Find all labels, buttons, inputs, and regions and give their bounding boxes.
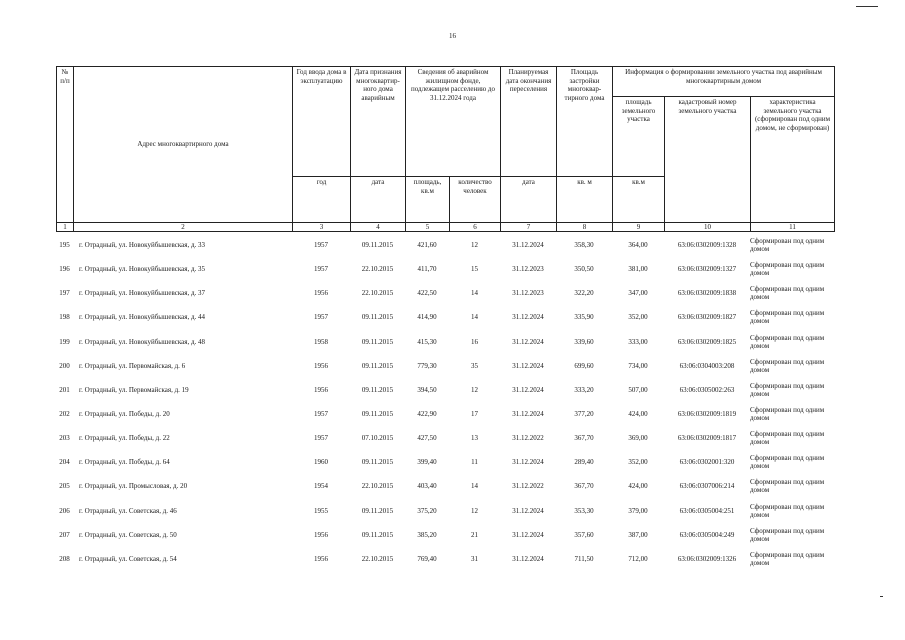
row-number: 205 [59,482,70,491]
row-land-area: 424,00 [628,482,648,491]
row-date: 09.11.2015 [361,241,394,250]
row-build-area: 367,70 [574,482,594,491]
row-cadastral: 63:06:0304003:208 [679,361,735,370]
unit-date-plan: дата [501,177,557,223]
row-address: г. Отрадный, ул. Новокуйбышевская, д. 35 [79,265,206,274]
row-build-area: 357,60 [574,530,594,539]
row-number: 195 [59,241,70,250]
row-date: 09.11.2015 [361,530,394,539]
row-land-area: 387,00 [628,530,648,539]
row-year: 1956 [314,385,328,394]
row-status: Сформирован под одним домом [750,261,825,278]
header-address: Адрес многоквартирного дома [74,67,293,223]
col-number: 3 [293,223,351,232]
col-number: 9 [613,223,665,232]
header-land-info: Информация о формировании земельного участка под аварийным многоквартирным домом [613,67,835,97]
row-area: 427,50 [417,434,437,443]
row-cadastral: 63:06:0305004:249 [679,530,735,539]
header-num: № п/п [57,67,74,223]
row-plan-date: 31.12.2024 [512,313,544,322]
table-row [56,426,834,450]
header-land-area: площадь земельного участка [613,97,665,177]
row-status: Сформирован под одним домом [750,309,825,326]
row-year: 1956 [314,361,328,370]
row-area: 399,40 [417,458,437,467]
row-address: г. Отрадный, ул. Советская, д. 50 [79,530,177,539]
row-number: 199 [59,337,70,346]
row-land-area: 507,00 [628,385,648,394]
row-address: г. Отрадный, ул. Победы, д. 20 [79,410,170,419]
row-land-area: 352,00 [628,458,648,467]
row-build-area: 353,30 [574,506,594,515]
row-status: Сформирован под одним домом [750,478,825,495]
row-date: 09.11.2015 [361,337,394,346]
row-address: г. Отрадный, ул. Первомайская, д. 6 [79,361,186,370]
row-year: 1954 [314,482,328,491]
row-people: 21 [471,530,478,539]
header-area-building: Площадь застройки многоквар-тирного дома [557,67,613,177]
row-plan-date: 31.12.2024 [512,530,544,539]
table-row [56,547,834,571]
row-people: 15 [471,265,478,274]
header-land-char: характеристика земельного участка (сформирован под одним домом, не сформирован) [751,97,835,223]
row-cadastral: 63:06:0302009:1328 [677,241,737,250]
row-plan-date: 31.12.2024 [512,506,544,515]
table-row [56,354,834,378]
row-land-area: 712,00 [628,554,648,563]
unit-date: дата [351,177,406,223]
header-fund-info: Сведения об аварийном жилищном фонде, подлежащем расселению до 31.12.2024 года [406,67,501,177]
row-status: Сформирован под одним домом [750,406,825,423]
row-area: 779,30 [417,361,437,370]
row-plan-date: 31.12.2023 [512,289,544,298]
row-plan-date: 31.12.2024 [512,554,544,563]
col-number: 7 [501,223,557,232]
row-address: г. Отрадный, ул. Советская, д. 46 [79,506,177,515]
row-address: г. Отрадный, ул. Первомайская, д. 19 [79,385,189,394]
row-area: 375,20 [417,506,437,515]
row-build-area: 367,70 [574,434,594,443]
row-date: 22.10.2015 [361,554,394,563]
row-status: Сформирован под одним домом [750,502,825,519]
row-area: 411,70 [417,265,437,274]
row-land-area: 347,00 [628,289,648,298]
row-people: 31 [471,554,478,563]
row-area: 415,30 [417,337,437,346]
row-build-area: 333,20 [574,385,594,394]
unit-sqm: кв. м [557,177,613,223]
row-date: 22.10.2015 [361,265,394,274]
row-year: 1956 [314,289,328,298]
row-status: Сформирован под одним домом [750,285,825,302]
row-land-area: 369,00 [628,434,648,443]
row-plan-date: 31.12.2024 [512,385,544,394]
header-year-built: Год ввода дома в эксплуатацию [293,67,351,177]
row-number: 207 [59,530,70,539]
row-area: 421,60 [417,241,437,250]
row-number: 201 [59,385,70,394]
header-planned-date: Планируемая дата окончания переселения [501,67,557,177]
row-cadastral: 63:06:0302009:1827 [677,313,737,322]
row-build-area: 699,60 [574,361,594,370]
row-plan-date: 31.12.2024 [512,458,544,467]
row-cadastral: 63:06:0302009:1819 [677,410,737,419]
table-row [56,257,834,281]
row-year: 1957 [314,241,328,250]
table-row [56,378,834,402]
table-row [56,330,834,354]
row-people: 13 [471,434,478,443]
row-build-area: 377,20 [574,410,594,419]
row-address: г. Отрадный, ул. Новокуйбышевская, д. 48 [79,337,206,346]
row-cadastral: 63:06:0305002:263 [679,385,735,394]
row-status: Сформирован под одним домом [750,430,825,447]
row-status: Сформирован под одним домом [750,333,825,350]
row-land-area: 352,00 [628,313,648,322]
scan-mark [880,596,883,597]
table-row [56,233,834,257]
row-area: 414,90 [417,313,437,322]
row-date: 09.11.2015 [361,458,394,467]
row-cadastral: 63:06:0302009:1326 [677,554,737,563]
row-build-area: 289,40 [574,458,594,467]
row-land-area: 333,00 [628,337,648,346]
row-address: г. Отрадный, ул. Советская, д. 54 [79,554,177,563]
table-row [56,450,834,474]
header-date-emergency: Дата признания многоквартир-ного дома аварийным [351,67,406,177]
unit-area: площадь, кв.м [406,177,450,223]
row-land-area: 364,00 [628,241,648,250]
col-number: 4 [351,223,406,232]
unit-people: количество человек [450,177,501,223]
row-number: 208 [59,554,70,563]
row-people: 35 [471,361,478,370]
table-row [56,499,834,523]
row-people: 12 [471,241,478,250]
row-year: 1956 [314,530,328,539]
row-number: 206 [59,506,70,515]
row-address: г. Отрадный, ул. Новокуйбышевская, д. 33 [79,241,206,250]
row-area: 403,40 [417,482,437,491]
row-address: г. Отрадный, ул. Победы, д. 64 [79,458,170,467]
table-row [56,474,834,498]
row-number: 203 [59,434,70,443]
row-address: г. Отрадный, ул. Промысловая, д. 20 [79,482,188,491]
row-date: 09.11.2015 [361,385,394,394]
row-people: 12 [471,385,478,394]
row-land-area: 379,00 [628,506,648,515]
table-row [56,305,834,329]
row-build-area: 322,20 [574,289,594,298]
row-number: 204 [59,458,70,467]
row-year: 1955 [314,506,328,515]
row-cadastral: 63:06:0302009:1327 [677,265,737,274]
row-plan-date: 31.12.2022 [512,434,544,443]
row-people: 16 [471,337,478,346]
row-number: 197 [59,289,70,298]
row-year: 1957 [314,410,328,419]
row-year: 1958 [314,337,328,346]
row-address: г. Отрадный, ул. Новокуйбышевская, д. 44 [79,313,206,322]
row-status: Сформирован под одним домом [750,237,825,254]
row-date: 09.11.2015 [361,313,394,322]
row-cadastral: 63:06:0302001:320 [679,458,735,467]
row-address: г. Отрадный, ул. Новокуйбышевская, д. 37 [79,289,206,298]
row-status: Сформирован под одним домом [750,357,825,374]
data-table [56,233,834,571]
row-area: 394,50 [417,385,437,394]
table-header [56,66,835,232]
unit-sqm-land: кв.м [613,177,665,223]
page-number: 16 [449,32,456,40]
row-build-area: 335,90 [574,313,594,322]
row-area: 422,50 [417,289,437,298]
col-number: 6 [450,223,501,232]
table-row [56,523,834,547]
row-cadastral: 63:06:0305004:251 [679,506,735,515]
row-status: Сформирован под одним домом [750,381,825,398]
col-number: 10 [665,223,751,232]
row-plan-date: 31.12.2024 [512,361,544,370]
col-number: 2 [74,223,293,232]
row-year: 1957 [314,313,328,322]
row-year: 1957 [314,434,328,443]
row-build-area: 339,60 [574,337,594,346]
col-number: 11 [751,223,835,232]
col-number: 5 [406,223,450,232]
row-year: 1956 [314,554,328,563]
row-cadastral: 63:06:0302009:1825 [677,337,737,346]
row-people: 17 [471,410,478,419]
col-number: 1 [57,223,74,232]
row-cadastral: 63:06:0307006:214 [679,482,735,491]
row-plan-date: 31.12.2024 [512,337,544,346]
unit-year: год [293,177,351,223]
row-address: г. Отрадный, ул. Победы, д. 22 [79,434,170,443]
row-cadastral: 63:06:0302009:1817 [677,434,737,443]
row-number: 196 [59,265,70,274]
row-number: 198 [59,313,70,322]
row-land-area: 381,00 [628,265,648,274]
row-status: Сформирован под одним домом [750,550,825,567]
row-people: 11 [471,458,478,467]
row-area: 385,20 [417,530,437,539]
row-year: 1960 [314,458,328,467]
row-people: 12 [471,506,478,515]
row-land-area: 734,00 [628,361,648,370]
row-date: 07.10.2015 [361,434,394,443]
row-build-area: 350,50 [574,265,594,274]
row-plan-date: 31.12.2023 [512,265,544,274]
row-area: 769,40 [417,554,437,563]
row-date: 09.11.2015 [361,410,394,419]
row-people: 14 [471,482,478,491]
row-build-area: 358,30 [574,241,594,250]
row-plan-date: 31.12.2022 [512,482,544,491]
row-date: 09.11.2015 [361,506,394,515]
table-row [56,281,834,305]
row-status: Сформирован под одним домом [750,526,825,543]
row-date: 22.10.2015 [361,482,394,491]
row-status: Сформирован под одним домом [750,454,825,471]
col-number: 8 [557,223,613,232]
row-cadastral: 63:06:0302009:1838 [677,289,737,298]
row-plan-date: 31.12.2024 [512,410,544,419]
scan-mark [856,6,878,7]
row-date: 09.11.2015 [361,361,394,370]
header-cadastral: кадастровый номер земельного участка [665,97,751,223]
row-land-area: 424,00 [628,410,648,419]
row-people: 14 [471,313,478,322]
row-year: 1957 [314,265,328,274]
row-number: 200 [59,361,70,370]
row-build-area: 711,50 [574,554,594,563]
row-number: 202 [59,410,70,419]
row-plan-date: 31.12.2024 [512,241,544,250]
row-people: 14 [471,289,478,298]
row-date: 22.10.2015 [361,289,394,298]
row-area: 422,90 [417,410,437,419]
table-row [56,402,834,426]
